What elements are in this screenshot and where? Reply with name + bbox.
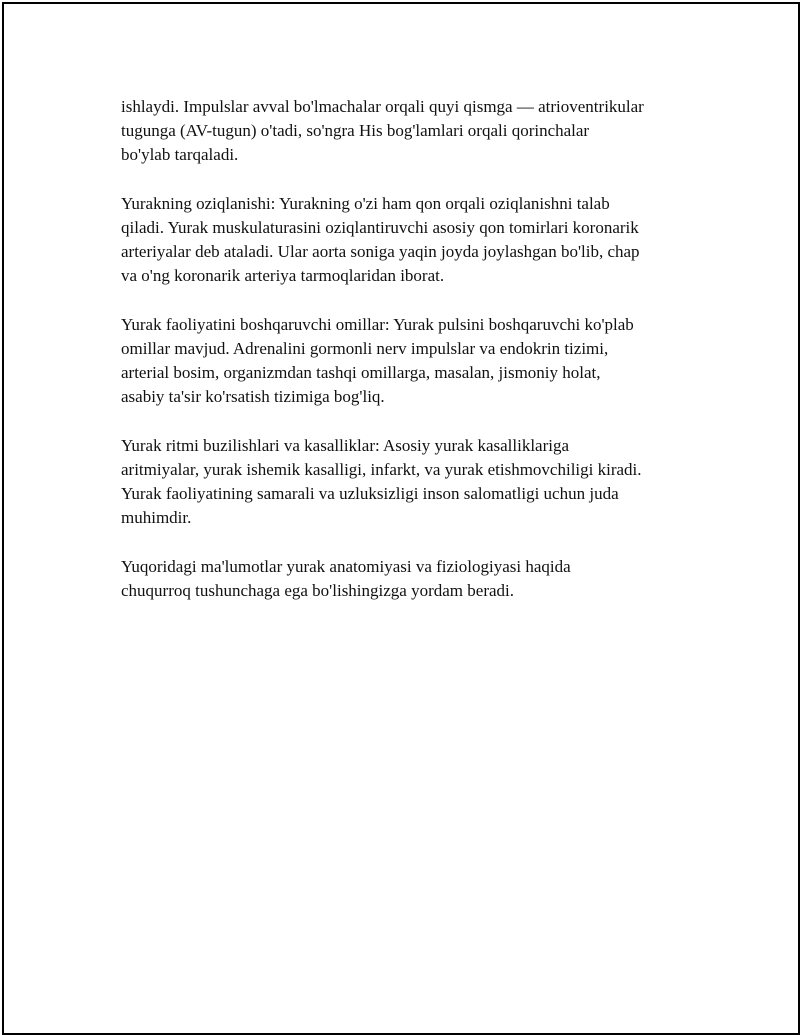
document-page bbox=[2, 2, 800, 1035]
text-line: arteriyalar deb ataladi. Ular aorta soniga yaqin joyda joylashgan bo'lib, chap bbox=[121, 242, 640, 262]
text-line: ishlaydi. Impulslar avval bo'lmachalar orqali quyi qismga — atrioventrikular bbox=[121, 97, 644, 116]
text-line: Yurak faoliyatining samarali va uzluksizligi inson salomatligi uchun juda bbox=[121, 484, 619, 504]
text-line: Yurakning oziqlanishi: Yurakning o'zi ham qon orqali oziqlanishni talab bbox=[121, 193, 610, 213]
text-line: aritmiyalar, yurak ishemik kasalligi, infarkt, va yurak etishmovchiligi kiradi. bbox=[121, 460, 642, 479]
text-line: asabiy ta'sir ko'rsatish tizimiga bog'liq. bbox=[121, 387, 385, 407]
paragraph-regulating-factors bbox=[121, 313, 711, 410]
text-line: chuqurroq tushunchaga ega bo'lishingizga yordam beradi. bbox=[121, 581, 515, 600]
paragraph-conclusion bbox=[121, 555, 711, 603]
paragraph-rhythm-disorders bbox=[121, 434, 711, 531]
document-body bbox=[121, 95, 711, 627]
text-line: tugunga (AV-tugun) o'tadi, so'ngra His bog'lamlari orqali qorinchalar bbox=[121, 121, 590, 141]
text-line: Yuqoridagi ma'lumotlar yurak anatomiyasi va fiziologiyasi haqida bbox=[121, 556, 571, 576]
text-line: Yurak ritmi buzilishlari va kasalliklar: Asosiy yurak kasalliklariga bbox=[121, 435, 570, 455]
text-line: arterial bosim, organizmdan tashqi omillarga, masalan, jismoniy holat, bbox=[121, 363, 601, 383]
text-line: omillar mavjud. Adrenalini gormonli nerv impulslar va endokrin tizimi, bbox=[121, 339, 609, 358]
text-line: Yurak faoliyatini boshqaruvchi omillar: Yurak pulsini boshqaruvchi ko'plab bbox=[121, 314, 634, 334]
text-line: qiladi. Yurak muskulaturasini oziqlantiruvchi asosiy qon tomirlari koronarik bbox=[121, 218, 639, 237]
paragraph-heart-nutrition bbox=[121, 192, 711, 289]
text-line: va o'ng koronarik arteriya tarmoqlaridan iborat. bbox=[121, 266, 445, 286]
paragraph-conduction bbox=[121, 95, 711, 168]
text-line: muhimdir. bbox=[121, 508, 192, 528]
text-line: bo'ylab tarqaladi. bbox=[121, 145, 239, 165]
